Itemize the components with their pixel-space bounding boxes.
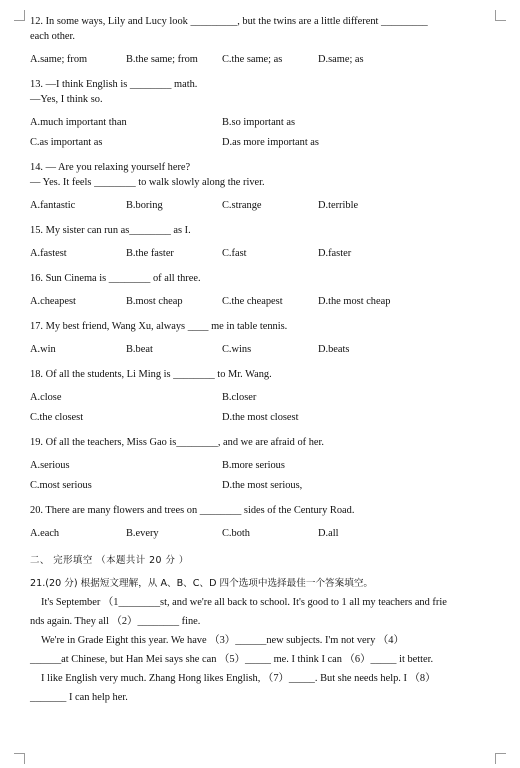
- question-text: 20. There are many flowers and trees on ________ sides of the Century Road.: [30, 505, 355, 516]
- passage-line: We're in Grade Eight this year. We have （3）______new subjects. I'm not very （4）: [41, 635, 404, 646]
- option-c: C.the same; as: [222, 54, 283, 65]
- option-c: C.most serious: [30, 480, 92, 491]
- section-title: 二、 完形填空 （本题共计 20 分 ）: [30, 555, 189, 566]
- passage-line: _______ I can help her.: [30, 692, 128, 703]
- passage-line: It's September （1________st, and we're all back to school. It's good to 1 all my teachers and frie: [41, 597, 447, 608]
- passage-line: ______at Chinese, but Han Mei says she can （5）_____ me. I think I can （6）_____ it better.: [30, 654, 434, 665]
- option-b: B.the same; from: [126, 54, 198, 65]
- option-b: B.most cheap: [126, 296, 183, 307]
- answer-options: [30, 246, 485, 261]
- question-text: 19. Of all the teachers, Miss Gao is________, and we are afraid of her.: [30, 437, 325, 448]
- worksheet-content: [30, 14, 485, 705]
- answer-options: [30, 342, 485, 357]
- question-16: [30, 271, 485, 309]
- answer-options: [30, 458, 485, 493]
- cloze-passage: [30, 576, 485, 705]
- option-c: C.fast: [222, 248, 247, 259]
- option-b: B.every: [126, 528, 159, 539]
- question-13: [30, 77, 485, 150]
- option-a: A.each: [30, 528, 60, 539]
- option-d: D.beats: [318, 344, 350, 355]
- question-17: [30, 319, 485, 357]
- option-a: A.fantastic: [30, 200, 76, 211]
- option-d: D.as more important as: [222, 137, 319, 148]
- option-a: A.serious: [30, 460, 70, 471]
- option-b: B.beat: [126, 344, 153, 355]
- question-text: 14. — Are you relaxing yourself here?: [30, 162, 191, 173]
- option-a: A.cheapest: [30, 296, 76, 307]
- answer-options: [30, 115, 485, 150]
- question-20: [30, 503, 485, 541]
- option-d: D.same; as: [318, 54, 364, 65]
- crop-mark-top-left: [14, 10, 25, 21]
- option-b: B.so important as: [222, 117, 296, 128]
- passage-line: I like English very much. Zhang Hong likes English, （7）_____. But she needs help. I （8）: [41, 673, 436, 684]
- question-12: [30, 14, 485, 67]
- option-c: C.the closest: [30, 412, 84, 423]
- option-a: A.win: [30, 344, 56, 355]
- option-a: A.same; from: [30, 54, 88, 65]
- question-15: [30, 223, 485, 261]
- crop-mark-bottom-left: [14, 753, 25, 764]
- answer-options: [30, 198, 485, 213]
- option-c: C.both: [222, 528, 251, 539]
- option-d: D.the most serious,: [222, 480, 303, 491]
- passage-instructions: 21.(20 分) 根据短文理解，从 A、B、C、D 四个选项中选择最佳一个答案填空。: [30, 578, 374, 589]
- option-b: B.the faster: [126, 248, 174, 259]
- option-b: B.more serious: [222, 460, 285, 471]
- passage-line: nds again. They all （2）________ fine.: [30, 616, 201, 627]
- question-text: — Yes. It feels ________ to walk slowly along the river.: [30, 177, 265, 188]
- question-19: [30, 435, 485, 493]
- question-text: 17. My best friend, Wang Xu, always ____ me in table tennis.: [30, 321, 288, 332]
- question-text: 18. Of all the students, Li Ming is ________ to Mr. Wang.: [30, 369, 272, 380]
- option-c: C.strange: [222, 200, 262, 211]
- option-b: B.closer: [222, 392, 257, 403]
- option-a: A.fastest: [30, 248, 67, 259]
- option-c: C.as important as: [30, 137, 103, 148]
- question-text: 16. Sun Cinema is ________ of all three.: [30, 273, 201, 284]
- answer-options: [30, 526, 485, 541]
- question-14: [30, 160, 485, 213]
- option-b: B.boring: [126, 200, 163, 211]
- question-text: each other.: [30, 31, 76, 42]
- option-a: A.close: [30, 392, 62, 403]
- answer-options: [30, 294, 485, 309]
- option-d: D.terrible: [318, 200, 359, 211]
- option-a: A.much important than: [30, 117, 127, 128]
- option-c: C.the cheapest: [222, 296, 283, 307]
- question-18: [30, 367, 485, 425]
- answer-options: [30, 390, 485, 425]
- option-d: D.the most closest: [222, 412, 299, 423]
- option-d: D.all: [318, 528, 339, 539]
- option-d: D.faster: [318, 248, 352, 259]
- question-text: 15. My sister can run as________ as I.: [30, 225, 191, 236]
- question-text: 13. —I think English is ________ math.: [30, 79, 198, 90]
- crop-mark-bottom-right: [495, 753, 506, 764]
- option-d: D.the most cheap: [318, 296, 391, 307]
- answer-options: [30, 52, 485, 67]
- question-text: 12. In some ways, Lily and Lucy look _________, but the twins are a little different _________: [30, 16, 428, 27]
- option-c: C.wins: [222, 344, 252, 355]
- question-text: —Yes, I think so.: [30, 94, 103, 105]
- crop-mark-top-right: [495, 10, 506, 21]
